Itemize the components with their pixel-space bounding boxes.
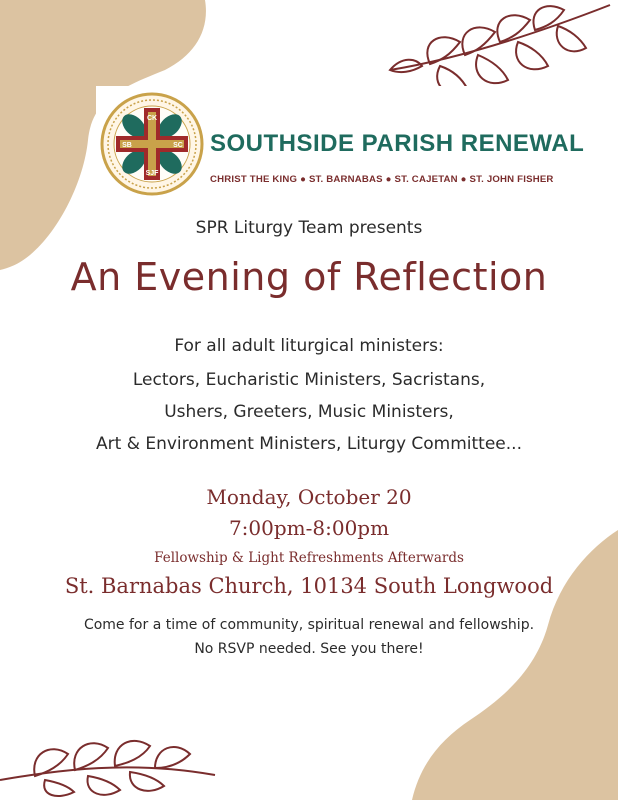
- presents-line: SPR Liturgy Team presents: [195, 218, 423, 238]
- rsvp-line: No RSVP needed. See you there!: [194, 641, 424, 657]
- ministers-line: Ushers, Greeters, Music Ministers,: [164, 402, 454, 422]
- seal-label-ck: CK: [146, 115, 158, 122]
- event-venue: St. Barnabas Church, 10134 South Longwood: [64, 574, 554, 598]
- ministers-line: For all adult liturgical ministers:: [174, 336, 444, 356]
- fellowship-note: Fellowship & Light Refreshments Afterwards: [154, 550, 464, 566]
- event-time: 7:00pm-8:00pm: [228, 516, 390, 540]
- bottom-right-blob: [412, 530, 618, 800]
- event-title: An Evening of Reflection: [70, 255, 548, 299]
- ministers-line: Art & Environment Ministers, Liturgy Committee...: [96, 434, 522, 454]
- seal-label-sb: SB: [122, 142, 132, 149]
- bottom-left-branch-icon: [0, 700, 220, 800]
- cross-seal-icon: [100, 92, 204, 196]
- invitation-line: Come for a time of community, spiritual renewal and fellowship.: [83, 617, 535, 633]
- parish-list: CHRIST THE KING ● ST. BARNABAS ● ST. CAJETAN ● ST. JOHN FISHER: [210, 174, 554, 185]
- seal-label-sc: SC: [173, 142, 183, 149]
- org-name: SOUTHSIDE PARISH RENEWAL: [210, 130, 585, 157]
- event-date: Monday, October 20: [206, 485, 412, 509]
- ministers-line: Lectors, Eucharistic Ministers, Sacristans,: [132, 370, 486, 390]
- seal-label-sjf: SJF: [145, 170, 159, 177]
